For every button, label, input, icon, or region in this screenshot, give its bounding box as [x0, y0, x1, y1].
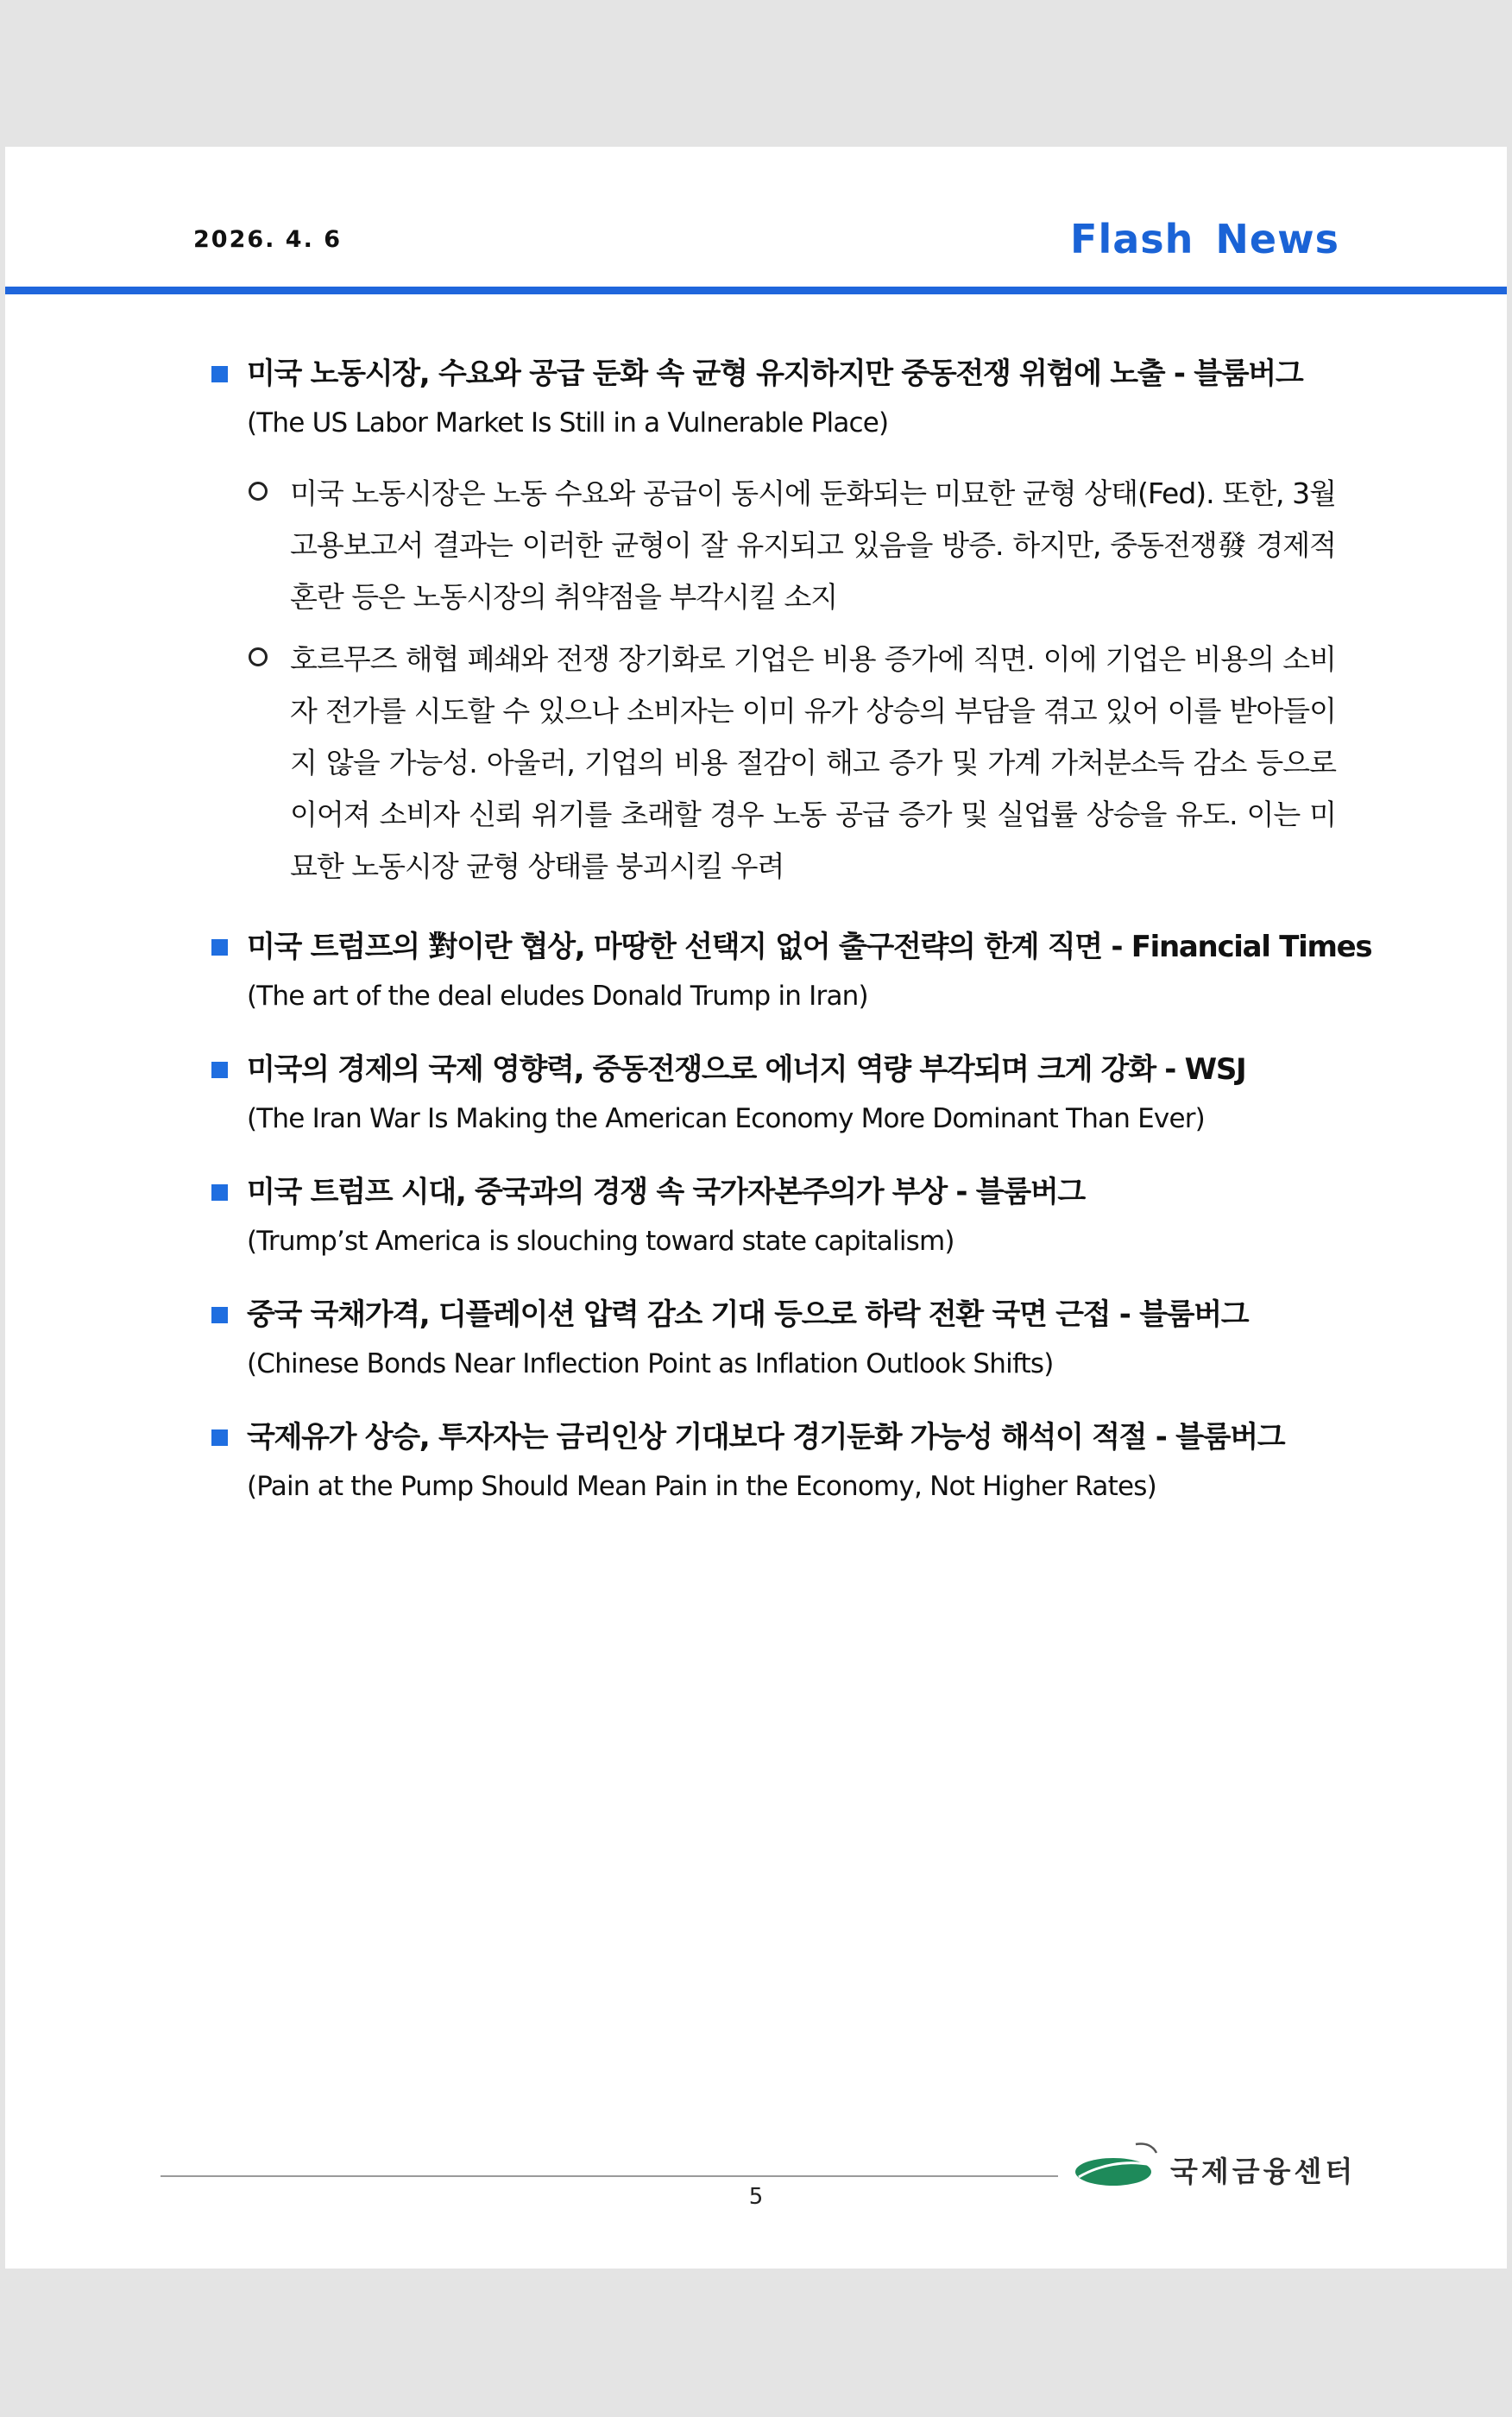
bullet-point — [204, 634, 1336, 893]
news-subtitle: (Chinese Bonds Near Inflection Point as Inflation Outlook Shifts) — [247, 1348, 1054, 1379]
news-item — [204, 354, 1336, 893]
news-item — [204, 1417, 1336, 1505]
footer-divider — [161, 2175, 1058, 2177]
news-title: 국제유가 상승, 투자자는 금리인상 기대보다 경기둔화 가능성 해석이 적절 - 블룸버그 — [247, 1420, 1285, 1455]
circle-bullet-icon — [249, 482, 268, 501]
header-divider — [5, 287, 1507, 294]
news-item — [204, 1295, 1336, 1383]
square-bullet-icon — [211, 1307, 228, 1323]
logo-text: 국제금융센터 — [1170, 2155, 1357, 2188]
news-subtitle: (Trump’st America is slouching toward state capitalism) — [247, 1226, 954, 1257]
news-item — [204, 1172, 1336, 1260]
bullet-text: 미국 노동시장은 노동 수요와 공급이 동시에 둔화되는 미묘한 균형 상태(Fed). 또한, 3월 고용보고서 결과는 이러한 균형이 잘 유지되고 있음을 방증. 하지만, 중동전쟁發 경제적 혼란 등은 노동시장의 취약점을 부각시킬 소지 — [290, 476, 1336, 614]
bullet-list — [204, 468, 1336, 893]
news-item — [204, 927, 1372, 1015]
news-item — [204, 1050, 1336, 1138]
bullet-point — [204, 468, 1336, 623]
bullet-text: 호르무즈 해협 폐쇄와 전쟁 장기화로 기업은 비용 증가에 직면. 이에 기업은 비용의 소비자 전가를 시도할 수 있으나 소비자는 이미 유가 상승의 부담을 겪고 있어 이를 받아들이지 않을 가능성. 아울러, 기업의 비용 절감이 해고 증가 및 가계 가처분소득 감소 등으로 이어져 소비자 신뢰 위기를 초래할 경우 노동 공급 증가 및 실업률 상승을 유도. 이는 미묘한 노동시장 균형 상태를 붕괴시킬 우려 — [290, 642, 1336, 883]
news-title: 미국 트럼프의 對이란 협상, 마땅한 선택지 없어 출구전략의 한계 직면 - Financial Times — [247, 930, 1372, 964]
organization-logo — [1074, 2139, 1357, 2191]
logo-icon — [1074, 2139, 1160, 2191]
news-title: 중국 국채가격, 디플레이션 압력 감소 기대 등으로 하락 전환 국면 근접 - 블룸버그 — [247, 1297, 1249, 1332]
news-subtitle: (The US Labor Market Is Still in a Vulnerable Place) — [247, 407, 889, 439]
news-subtitle: (The art of the deal eludes Donald Trump in Iran) — [247, 981, 868, 1012]
square-bullet-icon — [211, 366, 228, 382]
circle-bullet-icon — [249, 647, 268, 666]
news-title: 미국 노동시장, 수요와 공급 둔화 속 균형 유지하지만 중동전쟁 위험에 노출 - 블룸버그 — [247, 357, 1303, 391]
square-bullet-icon — [211, 1062, 228, 1078]
square-bullet-icon — [211, 1429, 228, 1446]
page-number: 5 — [748, 2184, 764, 2210]
report-date: 2026. 4. 6 — [193, 226, 343, 253]
square-bullet-icon — [211, 939, 228, 956]
square-bullet-icon — [211, 1184, 228, 1201]
news-subtitle: (Pain at the Pump Should Mean Pain in the Economy, Not Higher Rates) — [247, 1471, 1156, 1502]
document-page — [5, 147, 1507, 2269]
news-list — [204, 354, 1372, 1540]
news-title: 미국의 경제의 국제 영향력, 중동전쟁으로 에너지 역량 부각되며 크게 강화 - WSJ — [247, 1052, 1246, 1087]
report-title: Flash News — [1070, 216, 1339, 262]
news-title: 미국 트럼프 시대, 중국과의 경쟁 속 국가자본주의가 부상 - 블룸버그 — [247, 1175, 1085, 1209]
news-subtitle: (The Iran War Is Making the American Economy More Dominant Than Ever) — [247, 1103, 1205, 1134]
